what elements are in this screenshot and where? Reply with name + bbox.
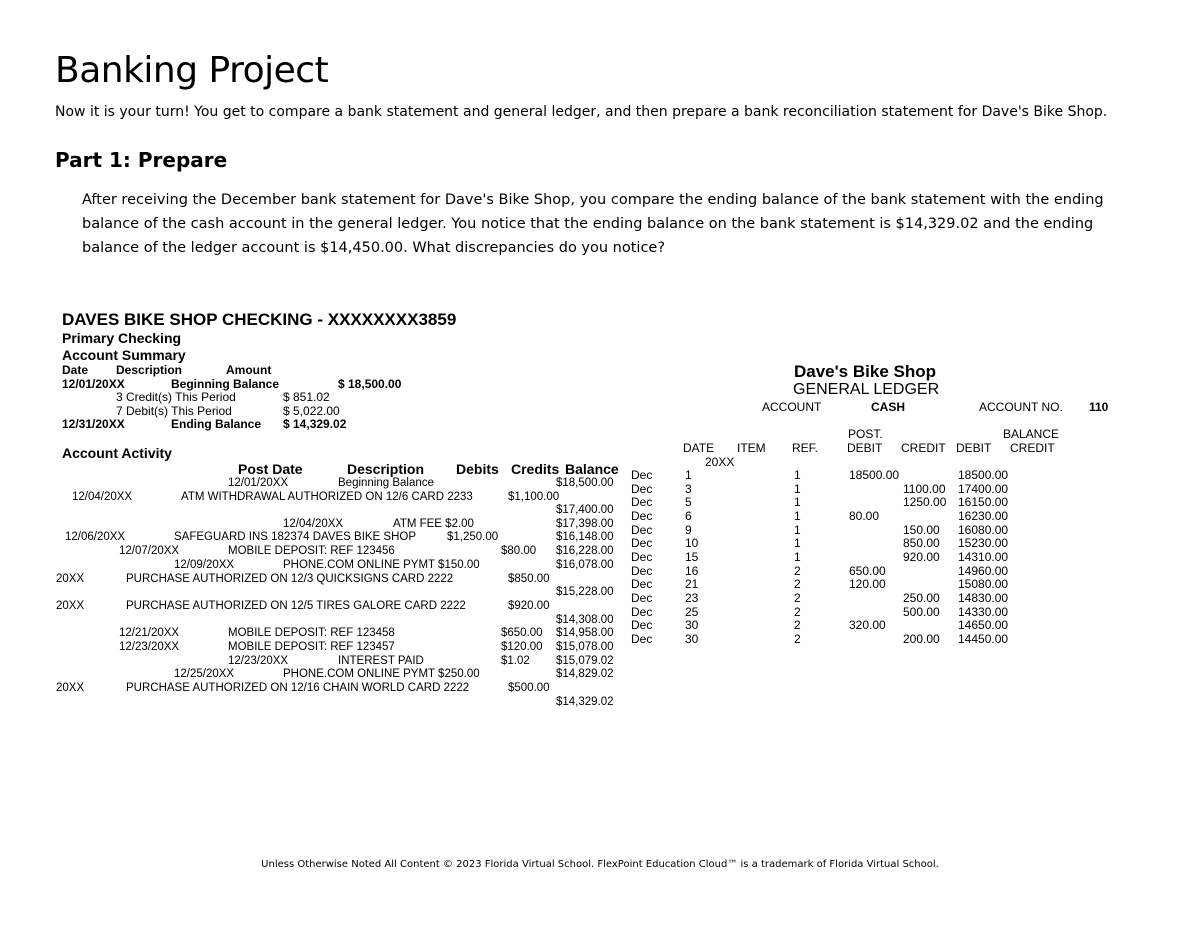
summary-debits-amount: $ 5,022.00: [283, 404, 340, 418]
activity-date: 12/23/20XX: [119, 641, 180, 653]
activity-amount: $500.00: [508, 682, 550, 694]
summary-debits-label: 7 Debit(s) This Period: [116, 404, 232, 418]
ledger-month: Dec: [631, 577, 653, 592]
bank-statement-title: DAVES BIKE SHOP CHECKING - XXXXXXXX3859: [62, 310, 457, 329]
ledger-balance: 14830.00: [958, 590, 1009, 605]
ledger-account-name: CASH: [871, 400, 906, 414]
ledger-day: 15: [685, 549, 699, 564]
account-summary-heading: Account Summary: [62, 347, 186, 363]
summary-credits-amount: $ 851.02: [283, 390, 330, 404]
activity-description: MOBILE DEPOSIT: REF 123458: [228, 627, 395, 639]
activity-description: PURCHASE AUTHORIZED ON 12/16 CHAIN WORLD CARD 2222: [126, 682, 470, 694]
ledger-day: 21: [685, 577, 699, 592]
ledger-day: 9: [685, 522, 692, 537]
activity-description: SAFEGUARD INS 182374 DAVES BIKE SHOP: [174, 531, 417, 543]
activity-date: 12/09/20XX: [174, 559, 235, 571]
activity-date: 20XX: [56, 600, 85, 612]
ledger-debit: 650.00: [849, 563, 886, 578]
ledger-month: Dec: [631, 618, 653, 633]
ledger-day: 30: [685, 618, 699, 633]
ledger-ref: 1: [794, 468, 801, 482]
ledger-credit: 1100.00: [903, 481, 946, 496]
activity-amount: $120.00: [501, 641, 543, 653]
ledger-month: Dec: [631, 563, 653, 578]
activity-balance: $17,400.00: [556, 504, 614, 516]
activity-date: 12/23/20XX: [228, 655, 289, 667]
ledger-day: 5: [685, 495, 692, 510]
activity-description: PURCHASE AUTHORIZED ON 12/5 TIRES GALORE CARD 2222: [126, 600, 466, 612]
ledger-ref: 2: [794, 604, 801, 619]
ledger-month: Dec: [631, 495, 653, 510]
activity-date: 12/04/20XX: [72, 491, 133, 503]
ledger-balance: 15080.00: [958, 577, 1009, 592]
ledger-ref: 2: [794, 631, 801, 646]
activity-date: 12/04/20XX: [283, 518, 344, 530]
ledger-balance: 18500.00: [958, 468, 1009, 482]
ledger-month: Dec: [631, 536, 653, 551]
ledger-month: Dec: [631, 549, 653, 564]
ledger-debit: 120.00: [849, 577, 886, 592]
part1-heading: Part 1: Prepare: [55, 148, 228, 172]
ledger-month: Dec: [631, 604, 653, 619]
ledger-credit: 500.00: [903, 604, 940, 619]
ledger-month: Dec: [631, 522, 653, 537]
ledger-credit: 200.00: [903, 631, 940, 646]
ledger-header-item: ITEM: [737, 441, 766, 455]
ledger-balance: 14650.00: [958, 618, 1009, 633]
ledger-day: 1: [685, 468, 692, 482]
activity-balance: $16,228.00: [556, 545, 614, 557]
ledger-header-ref: REF.: [792, 441, 819, 455]
activity-date: 12/06/20XX: [65, 531, 126, 543]
ledger-header-balance: BALANCE: [1003, 427, 1060, 441]
ledger-header-year: 20XX: [705, 455, 735, 469]
ledger-account-no: 110: [1089, 400, 1109, 414]
activity-description: PURCHASE AUTHORIZED ON 12/3 QUICKSIGNS CARD 2222: [126, 573, 454, 585]
ledger-ref: 1: [794, 522, 801, 537]
ledger-balance: 14310.00: [958, 549, 1009, 564]
activity-balance: $14,829.02: [556, 668, 614, 680]
summary-header-date: Date: [62, 363, 89, 377]
ledger-balance: 16080.00: [958, 522, 1009, 537]
ledger-month: Dec: [631, 508, 653, 523]
activity-header-credits: Credits: [511, 461, 560, 477]
ledger-day: 30: [685, 631, 699, 646]
ledger-account-label: ACCOUNT: [762, 400, 822, 414]
ledger-day: 6: [685, 508, 692, 523]
summary-begin-label: Beginning Balance: [171, 377, 280, 391]
ledger-credit: 850.00: [903, 536, 940, 551]
ledger-balance: 14960.00: [958, 563, 1009, 578]
ledger-balance: 17400.00: [958, 481, 1009, 496]
ledger-ref: 2: [794, 577, 801, 592]
ledger-credit: 250.00: [903, 590, 940, 605]
activity-date: 12/21/20XX: [119, 627, 180, 639]
bank-statement-subtitle: Primary Checking: [62, 330, 182, 346]
ledger-month: Dec: [631, 590, 653, 605]
ledger-credit: 920.00: [903, 549, 940, 564]
activity-balance: $14,308.00: [556, 614, 614, 626]
ledger-header-post: POST.: [848, 427, 883, 441]
activity-balance: $16,148.00: [556, 531, 614, 543]
activity-header-debits: Debits: [456, 461, 499, 477]
ledger-header-credit: CREDIT: [901, 441, 946, 455]
activity-description: MOBILE DEPOSIT: REF 123457: [228, 641, 395, 653]
ledger-month: Dec: [631, 481, 653, 496]
ledger-ref: 1: [794, 549, 801, 564]
activity-balance: $18,500.00: [556, 477, 614, 489]
ledger-debit: 320.00: [849, 618, 886, 633]
ledger-balance: 15230.00: [958, 536, 1009, 551]
ledger-header-debit: DEBIT: [847, 441, 883, 455]
ledger-day: 25: [685, 604, 699, 619]
summary-end-date: 12/31/20XX: [62, 417, 125, 431]
activity-description: PHONE.COM ONLINE PYMT $150.00: [283, 559, 480, 571]
ledger-debit: 18500.00: [849, 468, 900, 482]
ledger-ref: 1: [794, 481, 801, 496]
activity-description: ATM FEE $2.00: [393, 518, 474, 530]
ledger-balance: 16230.00: [958, 508, 1009, 523]
ledger-month: Dec: [631, 468, 653, 482]
activity-date: 20XX: [56, 682, 85, 694]
activity-amount: $1,250.00: [447, 531, 499, 543]
ledger-ref: 1: [794, 536, 801, 551]
activity-description: MOBILE DEPOSIT: REF 123456: [228, 545, 395, 557]
activity-date: 12/25/20XX: [174, 668, 235, 680]
activity-amount: $1.02: [501, 655, 530, 667]
ledger-header-bal-debit: DEBIT: [956, 441, 992, 455]
intro-text: Now it is your turn! You get to compare a bank statement and general ledger, and then prepare a bank reconciliation statement for Dave's Bike Shop.: [55, 104, 1108, 120]
summary-end-amount: $ 14,329.02: [283, 417, 347, 431]
ledger-day: 23: [685, 590, 699, 605]
activity-date: 12/01/20XX: [228, 477, 289, 489]
activity-amount: $920.00: [508, 600, 550, 612]
activity-amount: $850.00: [508, 573, 550, 585]
ledger-ref: 2: [794, 563, 801, 578]
ledger-ref: 2: [794, 590, 801, 605]
ledger-ref: 1: [794, 508, 801, 523]
ledger-credit: 150.00: [903, 522, 940, 537]
activity-description: INTEREST PAID: [338, 655, 424, 667]
account-activity-heading: Account Activity: [62, 445, 172, 461]
ledger-credit: 1250.00: [903, 495, 947, 510]
ledger-debit: 80.00: [849, 508, 880, 523]
ledger-day: 3: [685, 481, 692, 496]
summary-header-amount: Amount: [226, 363, 272, 377]
summary-end-label: Ending Balance: [171, 417, 262, 431]
activity-description: PHONE.COM ONLINE PYMT $250.00: [283, 668, 480, 680]
ledger-ref: 1: [794, 495, 801, 510]
activity-balance: $14,329.02: [556, 696, 614, 708]
ledger-day: 16: [685, 563, 699, 578]
page-title: Banking Project: [55, 50, 329, 91]
ledger-day: 10: [685, 536, 699, 551]
activity-balance: $15,079.02: [556, 655, 614, 667]
part1-paragraph: After receiving the December bank statement for Dave's Bike Shop, you compare the ending balance of the bank statement with the ending balance of the cash account in the general ledger. You notice that the ending balance on the bank statement is $14,329.02 and the ending balance of the ledger account is $14,450.00. What discrepancies do you notice?: [82, 192, 1104, 256]
activity-amount: $1,100.00: [508, 491, 560, 503]
footer-text: Unless Otherwise Noted All Content © 2023 Florida Virtual School. FlexPoint Education Cloud™ is a trademark of Florida Virtual School.: [261, 859, 939, 870]
summary-begin-date: 12/01/20XX: [62, 377, 125, 391]
activity-balance: $15,078.00: [556, 641, 614, 653]
summary-credits-label: 3 Credit(s) This Period: [116, 390, 236, 404]
activity-description: Beginning Balance: [338, 477, 434, 489]
ledger-account-no-label: ACCOUNT NO.: [979, 400, 1063, 414]
activity-amount: $650.00: [501, 627, 543, 639]
activity-date: 20XX: [56, 573, 85, 585]
activity-date: 12/07/20XX: [119, 545, 180, 557]
summary-header-description: Description: [116, 363, 183, 377]
activity-header-description: Description: [347, 461, 425, 477]
ledger-balance: 14330.00: [958, 604, 1009, 619]
activity-balance: $17,398.00: [556, 518, 614, 530]
ledger-balance: 14450.00: [958, 631, 1009, 646]
activity-balance: $15,228.00: [556, 586, 614, 598]
ledger-month: Dec: [631, 631, 653, 646]
activity-balance: $14,958.00: [556, 627, 614, 639]
activity-balance: $16,078.00: [556, 559, 614, 571]
ledger-header-date: DATE: [683, 441, 715, 455]
ledger-ref: 2: [794, 618, 801, 633]
ledger-balance: 16150.00: [958, 495, 1009, 510]
activity-description: ATM WITHDRAWAL AUTHORIZED ON 12/6 CARD 2233: [181, 491, 473, 503]
ledger-header-bal-credit: CREDIT: [1010, 441, 1055, 455]
ledger-subtitle: GENERAL LEDGER: [793, 381, 940, 398]
activity-header-post-date: Post Date: [238, 461, 303, 477]
ledger-title: Dave's Bike Shop: [794, 362, 936, 381]
summary-begin-amount: $ 18,500.00: [338, 377, 402, 391]
activity-header-balance: Balance: [565, 461, 619, 477]
activity-amount: $80.00: [501, 545, 537, 557]
